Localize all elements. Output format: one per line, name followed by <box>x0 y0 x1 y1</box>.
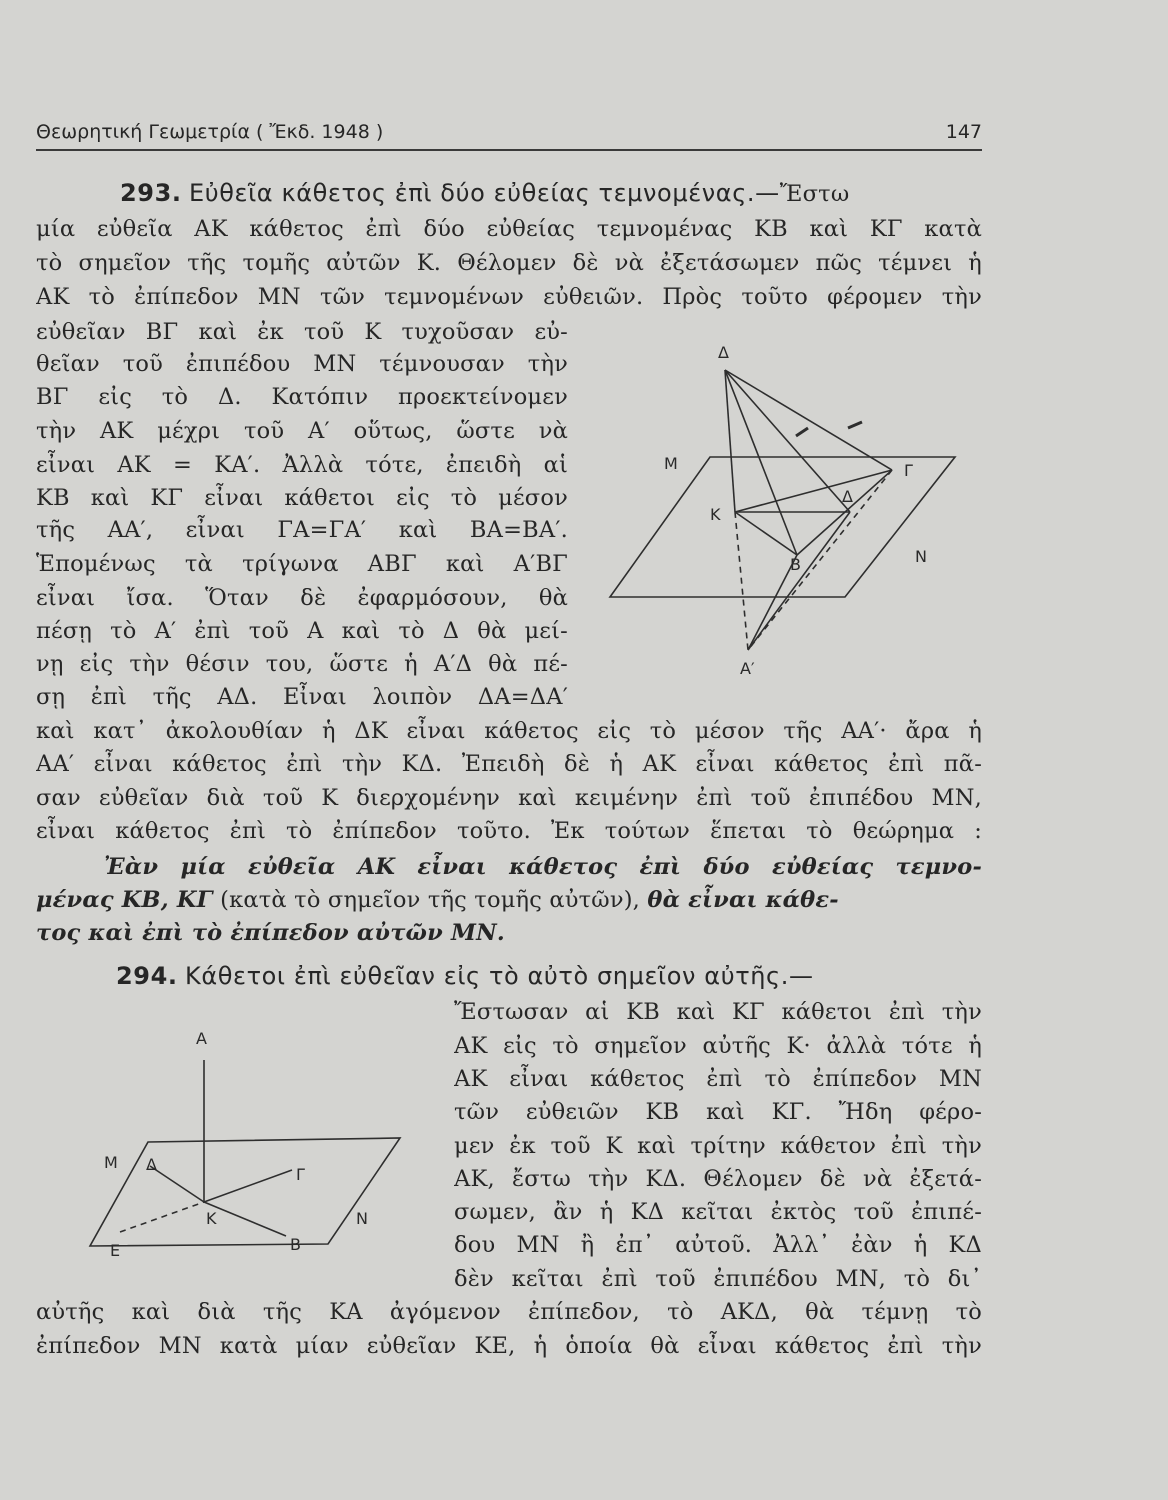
section-293-line-3: ΑΚ τὸ ἐπίπεδον ΜΝ τῶν τεμνομένων εὐθειῶν. Πρὸς τοῦτο φέρομεν τὴν <box>36 284 982 310</box>
label-b: Β <box>790 555 801 574</box>
label-b: Β <box>290 1235 301 1254</box>
theorem-line-3: τος καὶ ἐπὶ τὸ ἐπίπεδον αὐτῶν ΜΝ. <box>36 920 505 946</box>
page-number: 147 <box>945 121 982 143</box>
section-293-line-8: εἶναι ΑΚ = ΚΑ′. Ἀλλὰ τότε, ἐπειδὴ αἱ <box>36 452 568 478</box>
section-293-heading <box>120 178 982 209</box>
section-294-line-2: ΑΚ εἶναι κάθετος ἐπὶ τὸ ἐπίπεδον ΜΝ <box>454 1066 982 1092</box>
label-gamma: Γ <box>904 461 913 480</box>
label-k: Κ <box>710 505 721 524</box>
section-293-line-9: ΚΒ καὶ ΚΓ εἶναι κάθετοι εἰς τὸ μέσον <box>36 485 568 511</box>
section-293-line-5: θεῖαν τοῦ ἐπιπέδου ΜΝ τέμνουσαν τὴν <box>36 351 568 377</box>
section-293-line-12: εἶναι ἴσα. Ὅταν δὲ ἐφαρμόσουν, θὰ <box>36 585 568 611</box>
book-title: Θεωρητική Γεωμετρία ( Ἔκδ. 1948 ) <box>36 121 384 143</box>
section-293-line-10: τῆς ΑΑ′, εἶναι ΓΑ=ΓΑ′ καὶ ΒΑ=ΒΑ′. <box>36 517 568 543</box>
theorem-line-2a: μένας ΚΒ, ΚΓ <box>36 887 213 913</box>
section-293-line-18: σαν εὐθεῖαν διὰ τοῦ Κ διερχομένην καὶ κειμένην ἐπὶ τοῦ ἐπιπέδου ΜΝ, <box>36 785 982 811</box>
theorem-line-1: Ἐὰν μία εὐθεῖα ΑΚ εἶναι κάθετος ἐπὶ δύο εὐθείας τεμνο- <box>104 854 982 880</box>
label-m: Μ <box>104 1153 118 1172</box>
label-n: Ν <box>356 1209 368 1228</box>
section-293-line-2: τὸ σημεῖον τῆς τομῆς αὐτῶν Κ. Θέλομεν δὲ νὰ ἐξετάσωμεν πῶς τέμνει ἡ <box>36 250 982 276</box>
plane-mn <box>90 1138 400 1246</box>
label-n: Ν <box>915 547 927 566</box>
section-293-line-17: ΑΑ′ εἶναι κάθετος ἐπὶ τὴν ΚΔ. Ἐπειδὴ δὲ ἡ ΑΚ εἶναι κάθετος ἐπὶ πᾶ- <box>36 751 982 777</box>
theorem-line-2 <box>36 885 982 915</box>
label-delta-top: Δ <box>718 343 729 362</box>
section-294-line-7: δου ΜΝ ἢ ἐπ᾽ αὐτοῦ. Ἀλλ᾽ ἐὰν ἡ ΚΔ <box>454 1232 982 1258</box>
section-294-line-5: ΑΚ, ἔστω τὴν ΚΔ. Θέλομεν δὲ νὰ ἐξετά- <box>454 1166 982 1192</box>
label-m: Μ <box>664 454 678 473</box>
section-293-line-13: πέσῃ τὸ Α′ ἐπὶ τοῦ Α καὶ τὸ Δ θὰ μεί- <box>36 618 568 644</box>
section-293-line-4: εὐθεῖαν ΒΓ καὶ ἐκ τοῦ Κ τυχοῦσαν εὐ- <box>36 319 568 345</box>
section-293-line-14: νῃ εἰς τὴν θέσιν του, ὥστε ἡ Α′Δ θὰ πέ- <box>36 651 568 677</box>
section-294-line-8: δὲν κεῖται ἐπὶ τοῦ ἐπιπέδου ΜΝ, τὸ δι᾽ <box>454 1266 982 1292</box>
section-293-line-6: ΒΓ εἰς τὸ Δ. Κατόπιν προεκτείνομεν <box>36 384 568 410</box>
section-293-line-1: μία εὐθεῖα ΑΚ κάθετος ἐπὶ δύο εὐθείας τεμνομένας ΚΒ καὶ ΚΓ κατὰ <box>36 216 982 242</box>
section-293-line-15: σῃ ἐπὶ τῆς ΑΔ. Εἶναι λοιπὸν ΔΑ=ΔΑ′ <box>36 684 568 710</box>
label-delta: Δ <box>146 1155 157 1174</box>
section-294-number: 294. <box>116 962 178 990</box>
section-293-number: 293. <box>120 179 182 207</box>
theorem-line-2b: (κατὰ τὸ σημεῖον τῆς τομῆς αὐτῶν), <box>220 887 641 913</box>
section-294-line-1: ΑΚ εἰς τὸ σημεῖον αὐτῆς Κ· ἀλλὰ τότε ἡ <box>454 1033 982 1059</box>
label-delta-mid: Δ <box>842 487 853 506</box>
label-e: Ε <box>110 1241 121 1260</box>
figure-perpendicular-two-lines <box>600 340 970 690</box>
section-293-line-11: Ἑπομένως τὰ τρίγωνα ΑΒΓ καὶ Α′ΒΓ <box>36 551 568 577</box>
figure-three-perpendiculars <box>60 1020 410 1260</box>
theorem-line-2c: θὰ εἶναι κάθε- <box>647 887 839 913</box>
section-294-line-3: τῶν εὐθειῶν ΚΒ καὶ ΚΓ. Ἤδη φέρο- <box>454 1099 982 1125</box>
section-293-line-19: εἶναι κάθετος ἐπὶ τὸ ἐπίπεδον τοῦτο. Ἐκ τούτων ἕπεται τὸ θεώρημα : <box>36 818 982 844</box>
section-294-line-9: αὐτῆς καὶ διὰ τῆς ΚΑ ἀγόμενον ἐπίπεδον, τὸ ΑΚΔ, θὰ τέμνῃ τὸ <box>36 1299 982 1325</box>
section-293-line-0: Ἔστω <box>779 181 850 207</box>
section-294-line-4: μεν ἐκ τοῦ Κ καὶ τρίτην κάθετον ἐπὶ τὴν <box>454 1133 982 1159</box>
section-294-line-0: Ἔστωσαν αἱ ΚΒ καὶ ΚΓ κάθετοι ἐπὶ τὴν <box>454 999 982 1025</box>
label-k: Κ <box>206 1209 217 1228</box>
section-294-title: Κάθετοι ἐπὶ εὐθεῖαν εἰς τὸ αὐτὸ σημεῖον αὐτῆς.— <box>184 962 814 990</box>
label-a: Α <box>196 1029 207 1048</box>
label-a-prime: Α′ <box>740 659 755 678</box>
section-294-heading <box>116 961 982 992</box>
running-header <box>36 113 982 151</box>
label-gamma: Γ <box>296 1165 305 1184</box>
section-293-line-16: καὶ κατ᾽ ἀκολουθίαν ἡ ΔΚ εἶναι κάθετος εἰς τὸ μέσον τῆς ΑΑ′· ἄρα ἡ <box>36 718 982 744</box>
section-293-line-7: τὴν ΑΚ μέχρι τοῦ Α′ οὕτως, ὥστε νὰ <box>36 418 568 444</box>
section-293-title: Εὐθεῖα κάθετος ἐπὶ δύο εὐθείας τεμνομένας.— <box>188 179 780 207</box>
section-294-line-10: ἐπίπεδον ΜΝ κατὰ μίαν εὐθεῖαν ΚΕ, ἡ ὁποία θὰ εἶναι κάθετος ἐπὶ τὴν <box>36 1333 982 1359</box>
section-294-line-6: σωμεν, ἂν ἡ ΚΔ κεῖται ἐκτὸς τοῦ ἐπιπέ- <box>454 1199 982 1225</box>
